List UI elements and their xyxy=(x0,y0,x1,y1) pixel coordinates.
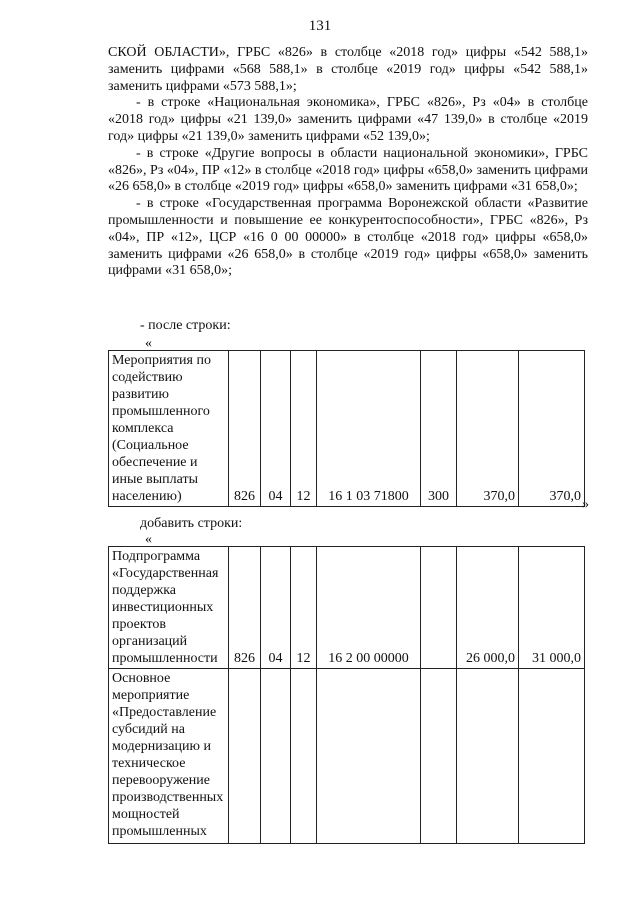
csr-cell: 16 2 00 00000 xyxy=(317,547,421,669)
grbs-cell xyxy=(229,669,261,844)
pr-cell xyxy=(291,669,317,844)
after-row-label: - после строки: xyxy=(140,318,231,333)
rz-cell xyxy=(261,669,291,844)
y2018-cell: 26 000,0 xyxy=(457,547,519,669)
y2019-cell xyxy=(519,669,585,844)
vr-cell xyxy=(421,669,457,844)
table-row xyxy=(109,547,585,669)
y2019-cell: 370,0 xyxy=(519,351,585,507)
y2018-cell xyxy=(457,669,519,844)
open-quote: « xyxy=(145,532,152,547)
y2019-cell: 31 000,0 xyxy=(519,547,585,669)
paragraph: - в строке «Национальная экономика», ГРБС «826», Рз «04» в столбце «2018 год» цифры «21 139,0» заменить цифрами «47 139,0» в столбце «2019 год» цифры «21 139,0» заменить цифрами «52 139,0»; xyxy=(108,95,588,144)
vr-cell: 300 xyxy=(421,351,457,507)
row-name: Основное мероприятие «Предоставление субсидий на модернизацию и техническое перевооружение производственных мощностей промышленных xyxy=(109,669,229,844)
amendment-text xyxy=(108,45,588,280)
pr-cell: 12 xyxy=(291,547,317,669)
rz-cell: 04 xyxy=(261,351,291,507)
table-row xyxy=(109,669,585,844)
table-row xyxy=(109,351,585,507)
y2018-cell: 370,0 xyxy=(457,351,519,507)
add-rows-label: добавить строки: xyxy=(140,516,243,531)
csr-cell xyxy=(317,669,421,844)
paragraph: - в строке «Другие вопросы в области национальной экономики», ГРБС «826», Рз «04», ПР «12» в столбце «2018 год» цифры «658,0» заменить цифрами «26 658,0» в столбце «2019 год» цифры «658,0» заменить цифрами «31 658,0»; xyxy=(108,145,588,195)
grbs-cell: 826 xyxy=(229,547,261,669)
page-number: 131 xyxy=(308,18,332,34)
vr-cell xyxy=(421,547,457,669)
open-quote: « xyxy=(145,336,152,351)
grbs-cell: 826 xyxy=(229,351,261,507)
paragraph: СКОЙ ОБЛАСТИ», ГРБС «826» в столбце «2018 год» цифры «542 588,1» заменить цифрами «568 588,1» в столбце «2019 год» цифры «542 588,1» заменить цифрами «573 588,1»; xyxy=(108,45,588,94)
pr-cell: 12 xyxy=(291,351,317,507)
row-name: Подпрограмма «Государственная поддержка инвестиционных проектов организаций промышленности xyxy=(109,547,229,669)
row-name: Мероприятия по содействию развитию промышленного комплекса (Социальное обеспечение и иные выплаты населению) xyxy=(109,351,229,507)
budget-table-2 xyxy=(108,546,585,844)
budget-table-1 xyxy=(108,350,585,507)
paragraph: - в строке «Государственная программа Воронежской области «Развитие промышленности и повышение ее конкурентоспособности», ГРБС «826», Рз «04», ПР «12», ЦСР «16 0 00 00000» в столбце «2018 год» цифры «658,0» заменить цифрами «26 658,0» в столбце «2019 год» цифры «658,0» заменить цифрами «31 658,0»; xyxy=(108,196,588,279)
rz-cell: 04 xyxy=(261,547,291,669)
csr-cell: 16 1 03 71800 xyxy=(317,351,421,507)
close-quote: » xyxy=(582,497,589,512)
